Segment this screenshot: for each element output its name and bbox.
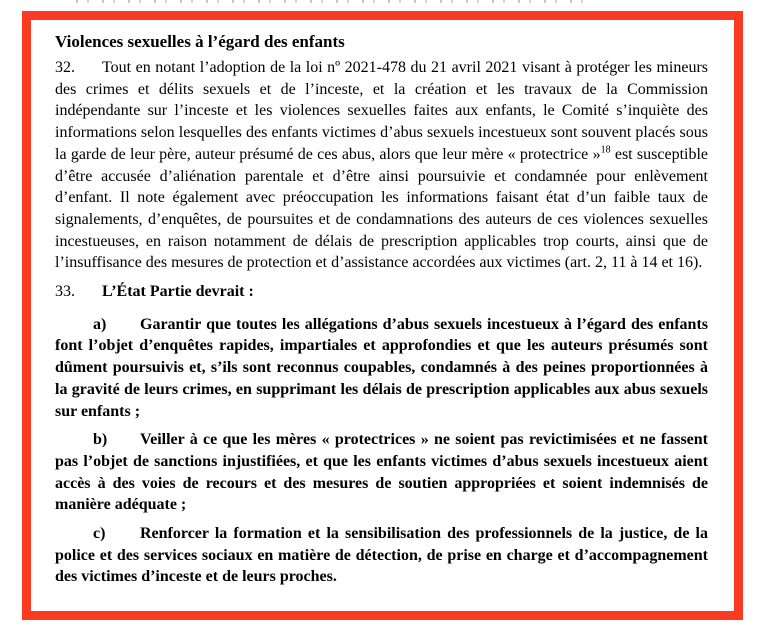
- subparagraph-a: [55, 314, 708, 423]
- paragraph-33-text: L’État Partie devrait :: [102, 283, 254, 301]
- subparagraph-c-text: Renforcer la formation et la sensibilisation des professionnels de la justice, de la police et des services sociaux en matière de détection, de prise en charge et d’accompagnement des victimes d’inceste et de leurs proches.: [55, 525, 708, 586]
- red-annotation-box: [22, 11, 743, 620]
- subparagraph-b: [55, 429, 708, 516]
- footnote-reference-18: 18: [600, 144, 611, 156]
- paragraph-32-text-after-footnote: est susceptible d’être accusée d’aliénation parentale et d’être ainsi poursuivie et condamnée pour enlèvement d’enfant. Il note également avec préoccupation les informations faisant état d’un faible taux de signalements, d’enquêtes, de poursuites et de condamnations des auteurs de ces violences sexuelles incestueuses, en raison notamment de délais de prescription applicables trop courts, ainsi que de l’insuffisance des mesures de protection et d’assistance accordées aux victimes (art. 2, 11 à 14 et 16).: [55, 145, 709, 272]
- subparagraph-b-letter: b): [93, 431, 108, 449]
- section-heading: Violences sexuelles à l’égard des enfants: [55, 32, 345, 51]
- paragraph-32-text-before-footnote: Tout en notant l’adoption de la loi nº 2021-478 du 21 avril 2021 visant à protéger les mineurs des crimes et délits sexuels et de l’inceste, et la création et les travaux de la Commission indépendante sur l’inceste et les violences sexuelles faites aux enfants, le Comité s’inquiète des informations selon lesquelles des enfants victimes d’abus sexuels incestueux sont souvent placés sous la garde de leur père, auteur présumé de ces abus, alors que leur mère « protectrice »: [55, 59, 708, 163]
- paragraph-33-number: 33.: [55, 283, 75, 301]
- subparagraph-a-text: Garantir que toutes les allégations d’abus sexuels incestueux à l’égard des enfants font l’objet d’enquêtes rapides, impartiales et approfondies et que les auteurs présumés sont dûment poursuivis et, s’ils sont reconnus coupables, condamnés à des peines proportionnées à la gravité de leurs crimes, en supprimant les délais de prescription applicables aux abus sexuels sur enfants ;: [55, 315, 708, 420]
- subparagraph-c: [55, 523, 708, 588]
- clipped-previous-line-fragments: [76, 0, 588, 3]
- paragraph-33: [55, 281, 708, 303]
- subparagraph-b-text: Veiller à ce que les mères « protectrices » ne soient pas revictimisées et ne fassent pas l’objet de sanctions injustifiées, et que les enfants victimes d’abus sexuels incestueux aient accès à des voies de recours et des mesures de soutien appropriées et soient indemnisés de manière adéquate ;: [55, 431, 708, 514]
- paragraph-32: [55, 57, 708, 274]
- paragraph-32-number: 32.: [55, 59, 75, 76]
- subparagraph-a-letter: a): [93, 315, 107, 333]
- subparagraph-c-letter: c): [93, 525, 106, 543]
